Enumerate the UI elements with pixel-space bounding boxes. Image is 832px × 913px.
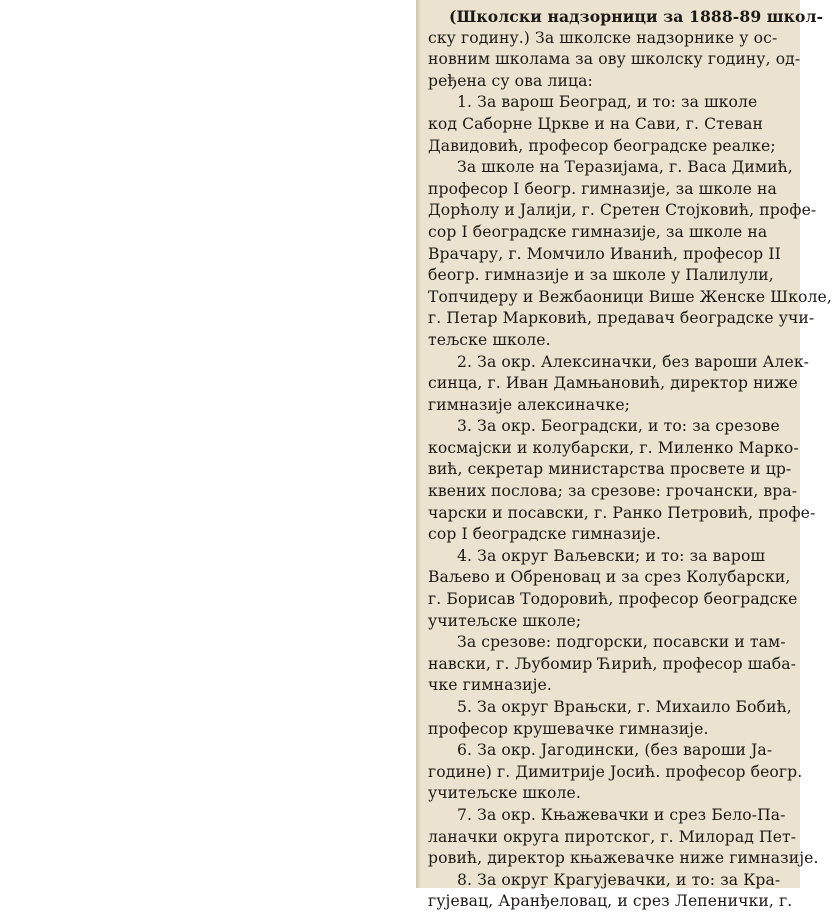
- text-line: 8. За округ Крагујевачки, и то: за Кра-: [457, 870, 781, 889]
- text-line: 7. За окр. Књажевачки и срез Бело-Па-: [457, 805, 786, 824]
- text-line: 3. За окр. Београдски, и то: за срезове: [457, 417, 780, 436]
- text-line: ређена су ова лица:: [428, 71, 593, 90]
- text-line: 6. За окр. Јагодински, (без вароши Ја-: [457, 741, 773, 760]
- text-line: За школе на Теразијама, г. Васа Димић,: [457, 158, 793, 177]
- newspaper-column: [416, 0, 832, 911]
- text-line: Ваљево и Обреновац и за срез Колубарски,: [428, 568, 791, 587]
- text-line: г. Петар Марковић, предавач београдске учи-: [428, 309, 815, 328]
- text-line: Дорћолу и Јалији, г. Сретен Стојковић, профе-: [428, 201, 817, 220]
- text-line: ровић, директор књажевачке ниже гимназије.: [428, 849, 819, 868]
- text-line: године) г. Димитрије Јосић. професор беогр.: [428, 762, 803, 781]
- text-line: Давидовић, професор београдске реалке;: [428, 136, 776, 155]
- text-line: г. Борисав Тодоровић, професор београдске: [428, 590, 798, 609]
- text-line: космајски и колубарски, г. Миленко Марко-: [428, 438, 799, 457]
- text-line: навски, г. Љубомир Ћирић, професор шаба-: [428, 654, 796, 673]
- text-line: синца, г. Иван Дамњановић, директор ниже: [428, 374, 798, 393]
- text-line: Топчидеру и Вежбаоници Више Женске Школе,: [428, 287, 832, 306]
- text-line: За срезове: подгорски, посавски и там-: [457, 633, 786, 652]
- text-line: Врачару, г. Момчило Иванић, професор II: [428, 244, 781, 263]
- text-line: (Школски надзорници за 1888-89 школ-: [449, 7, 824, 26]
- text-line: новним школама за ову школску годину, од-: [428, 50, 801, 69]
- text-line: код Саборне Цркве и на Сави, г. Стеван: [428, 114, 763, 133]
- text-line: тељске школе.: [428, 330, 551, 349]
- text-line: ланачки округа пиротског, г. Милорад Пет-: [428, 827, 797, 846]
- text-line: професор крушевачке гимназије.: [428, 719, 709, 738]
- text-line: 1. За варош Београд, и то: за школе: [457, 93, 758, 112]
- text-line: чарски и посавски, г. Ранко Петровић, профе-: [428, 503, 816, 522]
- text-line: вић, секретар министарства просвете и цр-: [428, 460, 792, 479]
- text-line: учитељске школе.: [428, 784, 581, 803]
- text-line: беогр. гимназије и за школе у Палилули,: [428, 266, 774, 285]
- text-line: сор I београдске гимназије, за школе на: [428, 222, 768, 241]
- text-line: 4. За округ Ваљевски; и то: за варош: [457, 546, 766, 565]
- text-line: сор I београдске гимназије.: [428, 525, 661, 544]
- text-line: професор I беогр. гимназије, за школе на: [428, 179, 777, 198]
- text-line: квених послова; за срезове: грочански, вра-: [428, 482, 798, 501]
- text-line: гимназије алексиначке;: [428, 395, 631, 414]
- text-line: гујевац, Аранђеловац, и срез Лепенички, г.: [428, 892, 793, 911]
- text-line: 5. За округ Врањски, г. Михаило Бобић,: [457, 698, 792, 716]
- text-line: учитељске школе;: [428, 611, 582, 630]
- text-line: ску годину.) За школске надзорнике у ос-: [428, 28, 778, 47]
- text-line: 2. За окр. Алексиначки, без вароши Алек-: [457, 352, 810, 371]
- text-line: чке гимназије.: [428, 676, 552, 695]
